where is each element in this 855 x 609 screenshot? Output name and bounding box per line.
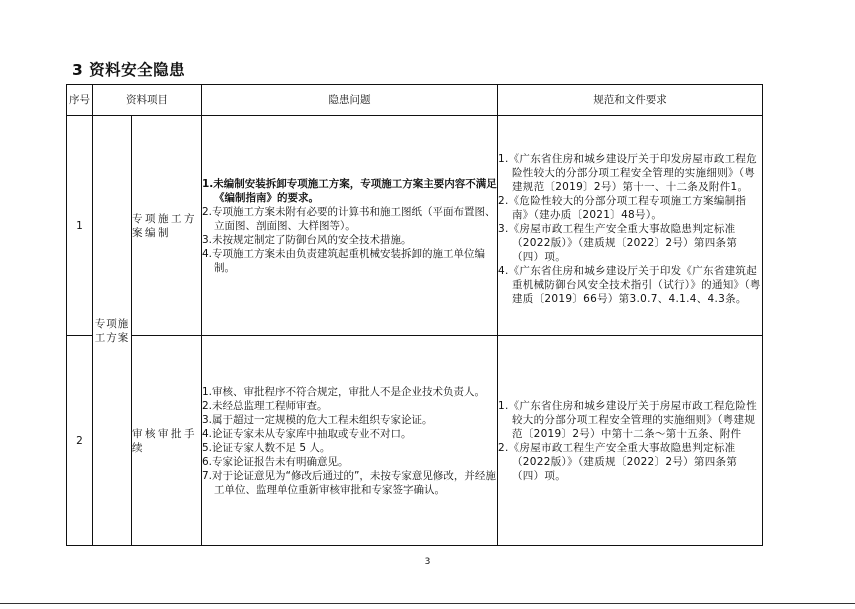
requirement-item: 2.《房屋市政工程生产安全重大事故隐患判定标准（2022版）》（建质规〔2022〕2号）第四条第（四）项。: [498, 441, 738, 482]
hazard-item: 4.论证专家未从专家库中抽取或专业不对口。: [202, 427, 412, 440]
hazard-item: 4.专项施工方案未由负责建筑起重机械安装拆卸的施工单位编制。: [202, 247, 486, 274]
category-cell: 专项施工方案: [93, 116, 132, 546]
hazard-item: 3.未按规定制定了防御台风的安全技术措施。: [202, 233, 412, 246]
section-title: 3 资料安全隐患: [72, 61, 186, 79]
hazard-item: 6.专家论证报告未有明确意见。: [202, 455, 349, 468]
hazard-cell: [202, 336, 498, 546]
requirement-item: 2.《危险性较大的分部分项工程专项施工方案编制指南》（建办质〔2021〕48号）。: [498, 194, 747, 221]
requirement-cell: [498, 336, 763, 546]
requirement-cell: [498, 116, 763, 336]
subitem-cell: 审核审批手续: [132, 336, 202, 546]
page-number: 3: [424, 557, 431, 567]
hazard-item: 1.审核、审批程序不符合规定，审批人不是企业技术负责人。: [202, 385, 486, 398]
row-number: 2: [67, 336, 93, 546]
hazard-item: 2.专项施工方案未附有必要的计算书和施工图纸（平面布置图、立面图、剖面图、大样图等）。: [202, 205, 496, 232]
header-item: 资料项目: [93, 85, 202, 116]
hazard-list: [202, 385, 497, 497]
row-number: 1: [67, 116, 93, 336]
requirement-list: [498, 152, 762, 306]
table-row: [67, 336, 763, 546]
hazard-item: 1.未编制安装拆卸专项施工方案，专项施工方案主要内容不满足《编制指南》的要求。: [202, 177, 497, 204]
requirement-item: 1.《广东省住房和城乡建设厅关于印发房屋市政工程危险性较大的分部分项工程安全管理的实施细则》（粤建规范〔2019〕2号）第十一、十二条及附件1。: [498, 152, 758, 193]
requirement-list: [498, 399, 762, 483]
bottom-rule: [0, 603, 855, 604]
hazard-item: 7.对于论证意见为“修改后通过的”，未按专家意见修改，并经施工单位、监理单位重新审核审批和专家签字确认。: [202, 469, 496, 496]
header-no: 序号: [67, 85, 93, 116]
requirement-item: 1.《广东省住房和城乡建设厅关于房屋市政工程危险性较大的分部分项工程安全管理的实施细则》（粤建规范〔2019〕2号）中第十二条～第十五条、附件: [498, 399, 758, 440]
hazard-list: [202, 177, 497, 275]
hazard-item: 3.属于超过一定规模的危大工程未组织专家论证。: [202, 413, 433, 426]
hazard-item: 2.未经总监理工程师审查。: [202, 399, 328, 412]
subitem-cell: 专项施工方案编制: [132, 116, 202, 336]
table-row: [67, 116, 763, 336]
hazard-item: 5.论证专家人数不足 5 人。: [202, 441, 331, 454]
header-requirement: 规范和文件要求: [498, 85, 763, 116]
requirement-item: 4.《广东省住房和城乡建设厅关于印发《广东省建筑起重机械防御台风安全技术指引（试行）》的通知》（粤建质〔2019〕66号）第3.0.7、4.1.4、4.3条。: [498, 264, 761, 305]
table-header-row: [67, 85, 763, 116]
header-hazard: 隐患问题: [202, 85, 498, 116]
requirement-item: 3.《房屋市政工程生产安全重大事故隐患判定标准（2022版）》（建质规〔2022〕2号）第四条第（四）项。: [498, 222, 738, 263]
hazard-cell: [202, 116, 498, 336]
hazard-table: [66, 84, 763, 546]
